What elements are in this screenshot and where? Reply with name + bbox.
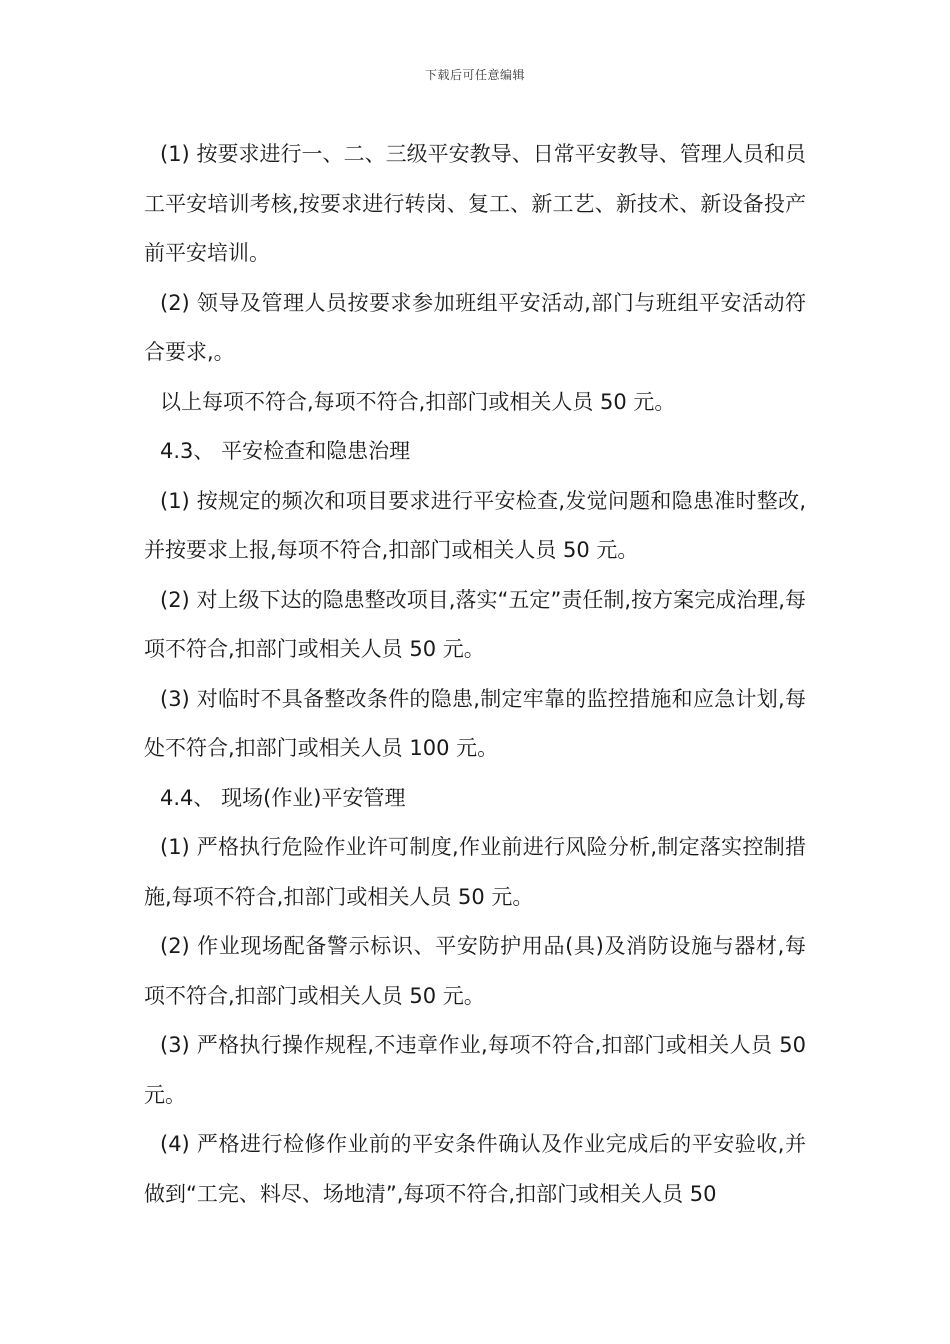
- paragraph-training: (1) 按要求进行一、二、三级平安教导、日常平安教导、管理人员和员工平安培训考核,按要求进行转岗、复工、新工艺、新技术、新设备投产前平安培训。: [144, 142, 806, 265]
- paragraph-monitoring: (3) 对临时不具备整改条件的隐患,制定牢靠的监控措施和应急计划,每处不符合,扣部门或相关人员 100 元。: [144, 686, 806, 760]
- paragraph-inspection: (1) 按规定的频次和项目要求进行平安检查,发觉问题和隐患准时整改,并按要求上报,每项不符合,扣部门或相关人员 50 元。: [144, 488, 806, 562]
- section-heading-4-4: 4.4、 现场(作业)平安管理: [160, 785, 406, 810]
- paragraph-rectification: (2) 对上级下达的隐患整改项目,落实“五定”责任制,按方案完成治理,每项不符合,扣部门或相关人员 50 元。: [144, 587, 806, 661]
- paragraph-penalty-summary: 以上每项不符合,每项不符合,扣部门或相关人员 50 元。: [160, 389, 676, 414]
- paragraph-operating-rules: (3) 严格执行操作规程,不违章作业,每项不符合,扣部门或相关人员 50 元。: [144, 1033, 806, 1107]
- section-heading-4-3: 4.3、 平安检查和隐患治理: [160, 439, 411, 463]
- paragraph-site-equipment: (2) 作业现场配备警示标识、平安防护用品(具)及消防设施与器材,每项不符合,扣部门或相关人员 50 元。: [144, 934, 806, 1008]
- paragraph-team-activities: (2) 领导及管理人员按要求参加班组平安活动,部门与班组平安活动符合要求,。: [144, 290, 806, 364]
- document-body: [144, 130, 806, 1219]
- paragraph-work-permit: (1) 严格执行危险作业许可制度,作业前进行风险分析,制定落实控制措施,每项不符合,扣部门或相关人员 50 元。: [144, 835, 806, 909]
- paragraph-maintenance: (4) 严格进行检修作业前的平安条件确认及作业完成后的平安验收,并做到“工完、料尽、场地清”,每项不符合,扣部门或相关人员 50: [144, 1132, 806, 1206]
- page-header: 下载后可任意编辑: [424, 68, 525, 82]
